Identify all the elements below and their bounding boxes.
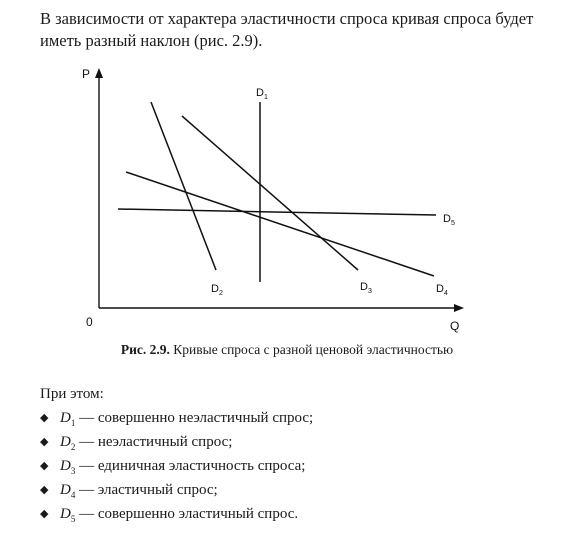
list-intro: При этом: [40, 386, 104, 402]
list-item [40, 503, 313, 527]
curve-symbol: $D_4$ [60, 482, 76, 500]
list-item [40, 479, 313, 503]
list-item-text: — совершенно неэластичный спрос; [75, 410, 314, 426]
diamond-bullet-icon: ◆ [40, 508, 49, 520]
curve-symbol: $D_5$ [60, 506, 76, 524]
elasticity-list [40, 407, 313, 527]
diamond-bullet-icon: ◆ [40, 484, 49, 496]
diamond-bullet-icon: ◆ [40, 436, 49, 448]
list-item [40, 455, 313, 479]
x-axis-arrow [454, 304, 464, 312]
curve-label-d1: D1 [256, 87, 268, 101]
list-item-text: — совершенно эластичный спрос. [75, 506, 299, 522]
curve-label-d4: D4 [436, 283, 448, 297]
curve-d3 [182, 116, 358, 270]
y-axis-arrow [95, 68, 103, 78]
diamond-bullet-icon: ◆ [40, 412, 49, 424]
origin-label: 0 [86, 315, 93, 329]
diamond-bullet-icon: ◆ [40, 460, 49, 472]
y-axis-label: P [82, 67, 91, 81]
curve-symbol: $D_3$ [60, 458, 76, 476]
x-axis-label: Q [450, 319, 460, 333]
list-item-text: — неэластичный спрос; [75, 434, 233, 450]
curve-label-d5: D5 [443, 213, 455, 227]
curve-label-d3: D3 [360, 281, 372, 295]
figure-caption [0, 342, 574, 358]
caption-number: Рис. 2.9. [120, 342, 170, 357]
intro-paragraph: В зависимости от характера эластичности спроса кривая спроса будет иметь разный наклон (рис. 2.9). [40, 9, 534, 50]
list-item [40, 431, 313, 455]
caption-text: Кривые спроса с разной ценовой эластичностью [169, 342, 454, 357]
curve-symbol: $D_1$ [60, 410, 76, 428]
list-item-text: — эластичный спрос; [75, 482, 218, 498]
curve-label-d2: D2 [211, 283, 223, 297]
list-item-text: — единичная эластичность спроса; [75, 458, 306, 474]
curve-d5 [118, 209, 436, 215]
curve-symbol: $D_2$ [60, 434, 76, 452]
curve-d2 [151, 102, 216, 270]
curve-d4 [126, 172, 434, 276]
list-item [40, 407, 313, 431]
demand-curves-figure [70, 64, 480, 334]
demand-curves-diagram [70, 64, 480, 334]
